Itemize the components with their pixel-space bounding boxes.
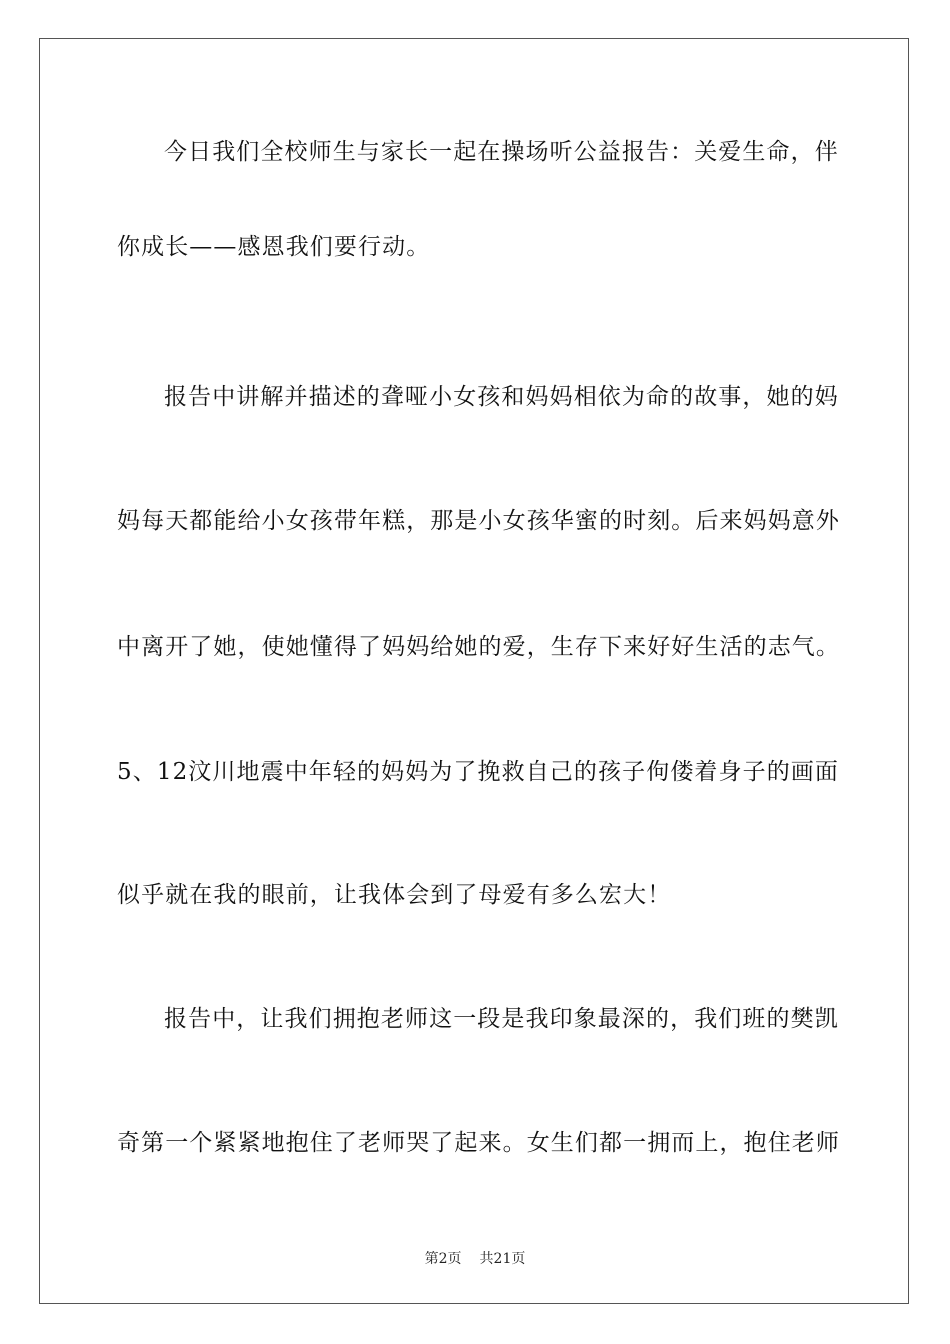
page-border bbox=[39, 38, 909, 1304]
page-total: 共21页 bbox=[479, 1251, 526, 1267]
paragraph-line: 奇第一个紧紧地抱住了老师哭了起来。女生们都一拥而上，抱住老师 bbox=[117, 1130, 840, 1156]
paragraph-line: 妈每天都能给小女孩带年糕，那是小女孩华蜜的时刻。后来妈妈意外 bbox=[117, 508, 840, 534]
paragraph-line: 中离开了她，使她懂得了妈妈给她的爱，生存下来好好生活的志气。 bbox=[117, 634, 840, 660]
page-number: 第2页 bbox=[424, 1251, 462, 1267]
paragraph-line: 5、12汶川地震中年轻的妈妈为了挽救自己的孩子佝偻着身子的画面 bbox=[117, 759, 839, 785]
paragraph-line: 你成长——感恩我们要行动。 bbox=[117, 234, 431, 260]
paragraph-line: 报告中，让我们拥抱老师这一段是我印象最深的，我们班的樊凯 bbox=[164, 1006, 839, 1032]
page-footer bbox=[0, 1248, 950, 1268]
paragraph-line: 报告中讲解并描述的聋哑小女孩和妈妈相依为命的故事，她的妈 bbox=[164, 384, 839, 410]
paragraph-line: 似乎就在我的眼前，让我体会到了母爱有多么宏大！ bbox=[117, 882, 672, 908]
paragraph-line: 今日我们全校师生与家长一起在操场听公益报告：关爱生命，伴 bbox=[164, 139, 839, 165]
